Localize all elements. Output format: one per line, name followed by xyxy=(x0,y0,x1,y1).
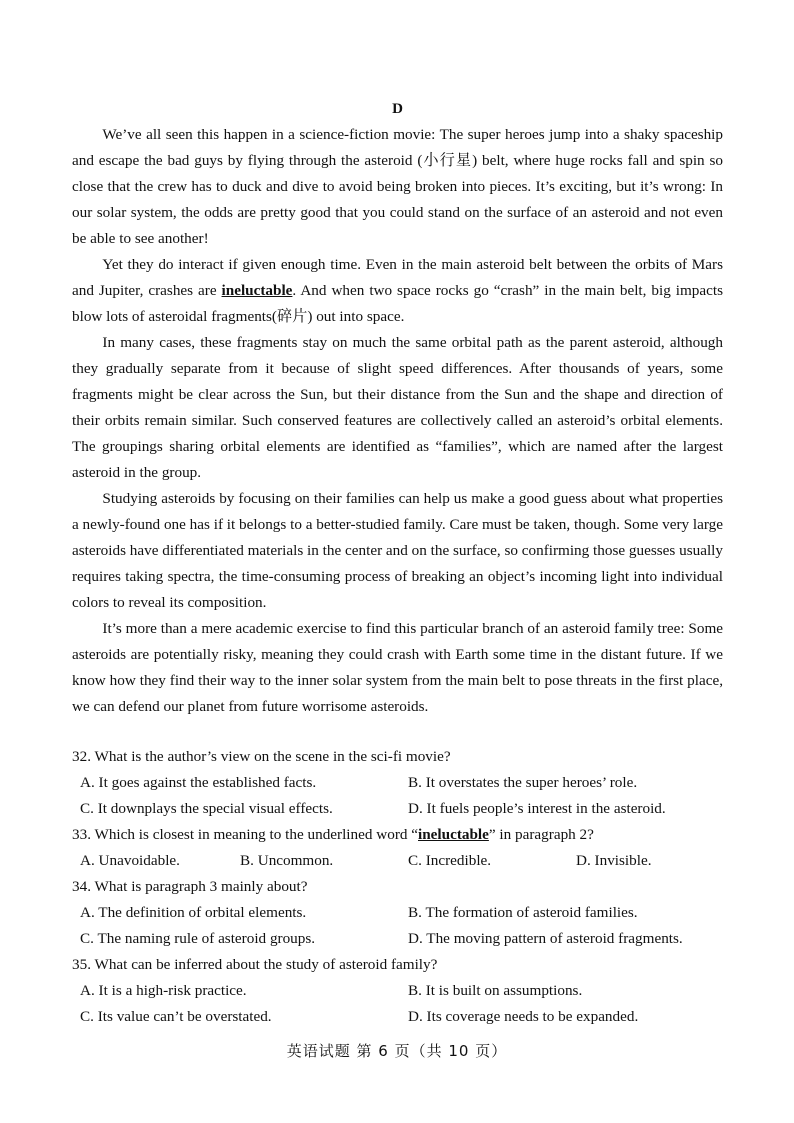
paragraph-3: In many cases, these fragments stay on much the same orbital path as the parent asteroid, although they gradually separate from it because of slight speed differences. After thousands of years, some fragments might be clear across the Sun, but their distance from the Sun and the shape and direction of their orbits remain similar. Such conserved features are collectively called an asteroid’s orbital elements. The groupings sharing orbital elements are identified as “families”, which are named after the largest asteroid in the group. xyxy=(72,334,723,481)
question-34-option-b[interactable]: B. The formation of asteroid families. xyxy=(408,904,638,921)
question-33-option-d[interactable]: D. Invisible. xyxy=(576,852,652,869)
question-35-options-row-1 xyxy=(72,978,723,1004)
paragraph-2-after: . And when two space rocks go “crash” in the main belt, big impacts blow lots of asteroidal fragments(碎片) out into space. xyxy=(72,282,723,325)
questions xyxy=(72,744,723,1030)
question-33-stem xyxy=(72,822,723,848)
question-34-option-a[interactable]: A. The definition of orbital elements. xyxy=(80,904,307,921)
paragraph-2-before: Yet they do interact if given enough time. Even in the main asteroid belt between the orbits of Mars and Jupiter, crashes are xyxy=(72,256,723,299)
question-35-option-a[interactable]: A. It is a high-risk practice. xyxy=(80,982,247,999)
question-32-stem: 32. What is the author’s view on the scene in the sci-fi movie? xyxy=(72,748,451,765)
question-35-option-b[interactable]: B. It is built on assumptions. xyxy=(408,982,583,999)
question-34-options-row-1 xyxy=(72,900,723,926)
question-34-option-c[interactable]: C. The naming rule of asteroid groups. xyxy=(80,930,316,947)
question-33-underlined-word: ineluctable xyxy=(418,826,489,843)
question-33-option-a[interactable]: A. Unavoidable. xyxy=(80,852,180,869)
question-33-option-c[interactable]: C. Incredible. xyxy=(408,852,492,869)
paragraph-2 xyxy=(72,252,723,330)
question-35-options-row-2 xyxy=(72,1004,723,1030)
question-34-stem: 34. What is paragraph 3 mainly about? xyxy=(72,878,308,895)
question-34-option-d[interactable]: D. The moving pattern of asteroid fragments. xyxy=(408,930,683,947)
question-35-option-d[interactable]: D. Its coverage needs to be expanded. xyxy=(408,1008,639,1025)
passage xyxy=(72,96,723,720)
question-32-options-row-2 xyxy=(72,796,723,822)
question-32-option-a[interactable]: A. It goes against the established facts. xyxy=(80,774,317,791)
question-33-options-row xyxy=(72,848,723,874)
question-35-stem: 35. What can be inferred about the study of asteroid family? xyxy=(72,956,438,973)
section-title: D xyxy=(392,101,403,117)
question-33-stem-before: 33. Which is closest in meaning to the underlined word “ xyxy=(72,826,419,843)
paragraph-4: Studying asteroids by focusing on their families can help us make a good guess about what properties a newly-found one has if it belongs to a better-studied family. Care must be taken, though. Some very large asteroids have differentiated materials in the center and on the surface, so confirming those guesses usually requires taking spectra, the time-consuming process of breaking an object’s incoming light into individual colors to reveal its composition. xyxy=(72,490,723,611)
question-32-option-d[interactable]: D. It fuels people’s interest in the asteroid. xyxy=(408,800,666,817)
underlined-word: ineluctable xyxy=(221,282,293,299)
paragraph-1: We’ve all seen this happen in a science-fiction movie: The super heroes jump into a shaky spaceship and escape the bad guys by flying through the asteroid (小行星) belt, where huge rocks fall and spin so close that the crew has to duck and dive to avoid being broken into pieces. It’s exciting, but it’s wrong: In our solar system, the odds are pretty good that you could stand on the surface of an asteroid and not even be able to see another! xyxy=(72,126,723,247)
question-35-option-c[interactable]: C. Its value can’t be overstated. xyxy=(80,1008,272,1025)
question-33-option-b[interactable]: B. Uncommon. xyxy=(240,852,334,869)
question-34-options-row-2 xyxy=(72,926,723,952)
page-footer: 英语试题 第 6 页（共 10 页） xyxy=(286,1042,508,1060)
paragraph-5: It’s more than a mere academic exercise to find this particular branch of an asteroid family tree: Some asteroids are potentially risky, meaning they could crash with Earth some time in the distant future. If we know how they find their way to the inner solar system from the main belt to pose threats in the first place, we can defend our planet from future worrisome asteroids. xyxy=(72,620,723,715)
question-32-option-b[interactable]: B. It overstates the super heroes’ role. xyxy=(408,774,638,791)
question-32-option-c[interactable]: C. It downplays the special visual effects. xyxy=(80,800,333,817)
question-32-options-row-1 xyxy=(72,770,723,796)
question-33-stem-after: ” in paragraph 2? xyxy=(488,826,594,843)
